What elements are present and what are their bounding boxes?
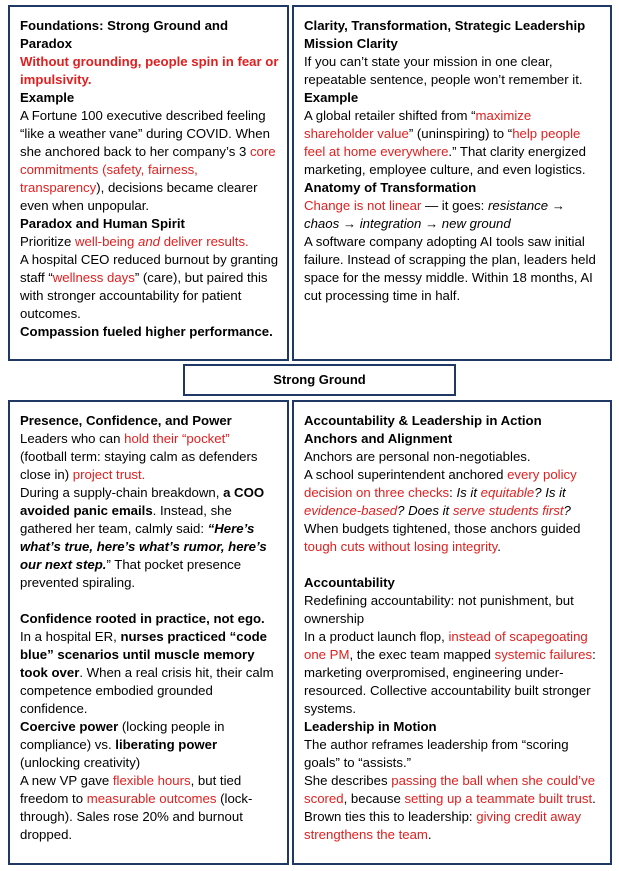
retailer-example: A global retailer shifted from “maximize shareholder value” (uninspiring) to “help people feel at home everywhere.” That clarity energized marketing, employee culture, and even logistics. (304, 108, 586, 177)
accountability-panel (292, 400, 612, 865)
budget-paragraph: When budgets tightened, those anchors guided tough cuts without losing integrity. (304, 521, 581, 554)
strong-ground-label: Strong Ground (183, 364, 456, 396)
launch-flop-paragraph: In a product launch flop, instead of scapegoating one PM, the exec team mapped systemic failures: marketing overpromised, engineering under-resourced. Collective accountability built stronger systems. (304, 629, 596, 716)
anchors-text: Anchors are personal non-negotiables. (304, 449, 531, 464)
software-example: A software company adopting AI tools saw initial failure. Instead of scrapping the plan, leaders held space for the messy middle. Within 18 months, AI cut processing time in half. (304, 234, 596, 303)
prioritize-line: Prioritize well-being and deliver results. (20, 234, 249, 249)
confidence-heading: Confidence rooted in practice, not ego. (20, 611, 265, 626)
paradox-heading: Paradox and Human Spirit (20, 216, 185, 231)
power-paragraph: Coercive power (locking people in compliance) vs. liberating power (unlocking creativity) (20, 719, 225, 770)
coo-paragraph: During a supply-chain breakdown, a COO avoided panic emails. Instead, she gathered her team, calmly said: “Here’s what’s true, here’s what’s rumor, here’s our next step.” That pocket presence prevented spiraling. (20, 485, 267, 590)
superintendent-paragraph: A school superintendent anchored every policy decision on three checks: Is it equitable? Is it evidence-based? Does it serve students first? (304, 467, 577, 518)
panel-title: Presence, Confidence, and Power (20, 413, 232, 428)
accountability-heading: Accountability (304, 575, 395, 590)
mission-text: If you can’t state your mission in one clear, repeatable sentence, people won’t remember it. (304, 54, 583, 87)
panel-title: Clarity, Transformation, Strategic Leadership (304, 18, 586, 33)
motion-text: The author reframes leadership from “scoring goals” to “assists.” (304, 737, 569, 770)
anchors-heading: Anchors and Alignment (304, 431, 453, 446)
mission-heading: Mission Clarity (304, 36, 398, 51)
presence-panel (8, 400, 289, 865)
compassion-line: Compassion fueled higher performance. (20, 324, 273, 339)
foundations-panel (8, 5, 289, 361)
nurses-paragraph: In a hospital ER, nurses practiced “code blue” scenarios until muscle memory took over. When a real crisis hit, their calm competence embodied grounded confidence. (20, 629, 274, 716)
motion-heading: Leadership in Motion (304, 719, 437, 734)
change-line: Change is not linear — it goes: resistance → chaos → integration → new ground (304, 198, 565, 231)
example-heading: Example (304, 90, 359, 105)
anatomy-heading: Anatomy of Transformation (304, 180, 477, 195)
hospital-ceo-example: A hospital CEO reduced burnout by granting staff “wellness days” (care), but paired this with stronger accountability for patient outcomes. (20, 252, 279, 321)
pocket-paragraph: Leaders who can hold their “pocket” (football term: staying calm as defenders close in) project trust. (20, 431, 258, 482)
clarity-panel (292, 5, 612, 361)
accountability-text: Redefining accountability: not punishment, but ownership (304, 593, 574, 626)
panel-subtitle: Without grounding, people spin in fear or impulsivity. (20, 54, 279, 87)
panel-title: Accountability & Leadership in Action (304, 413, 542, 428)
assists-paragraph: She describes passing the ball when she could’ve scored, because setting up a teammate built trust. Brown ties this to leadership: giving credit away strengthens the team. (304, 773, 596, 842)
panel-title: Foundations: Strong Ground and Paradox (20, 18, 229, 51)
example-heading: Example (20, 90, 75, 105)
vp-paragraph: A new VP gave flexible hours, but tied freedom to measurable outcomes (lock-through). Sales rose 20% and burnout dropped. (20, 773, 253, 842)
executive-example: A Fortune 100 executive described feeling “like a weather vane” during COVID. When she anchored back to her company’s 3 core commitments (safety, fairness, transparency), decisions became clearer even when unpopular. (20, 108, 276, 213)
